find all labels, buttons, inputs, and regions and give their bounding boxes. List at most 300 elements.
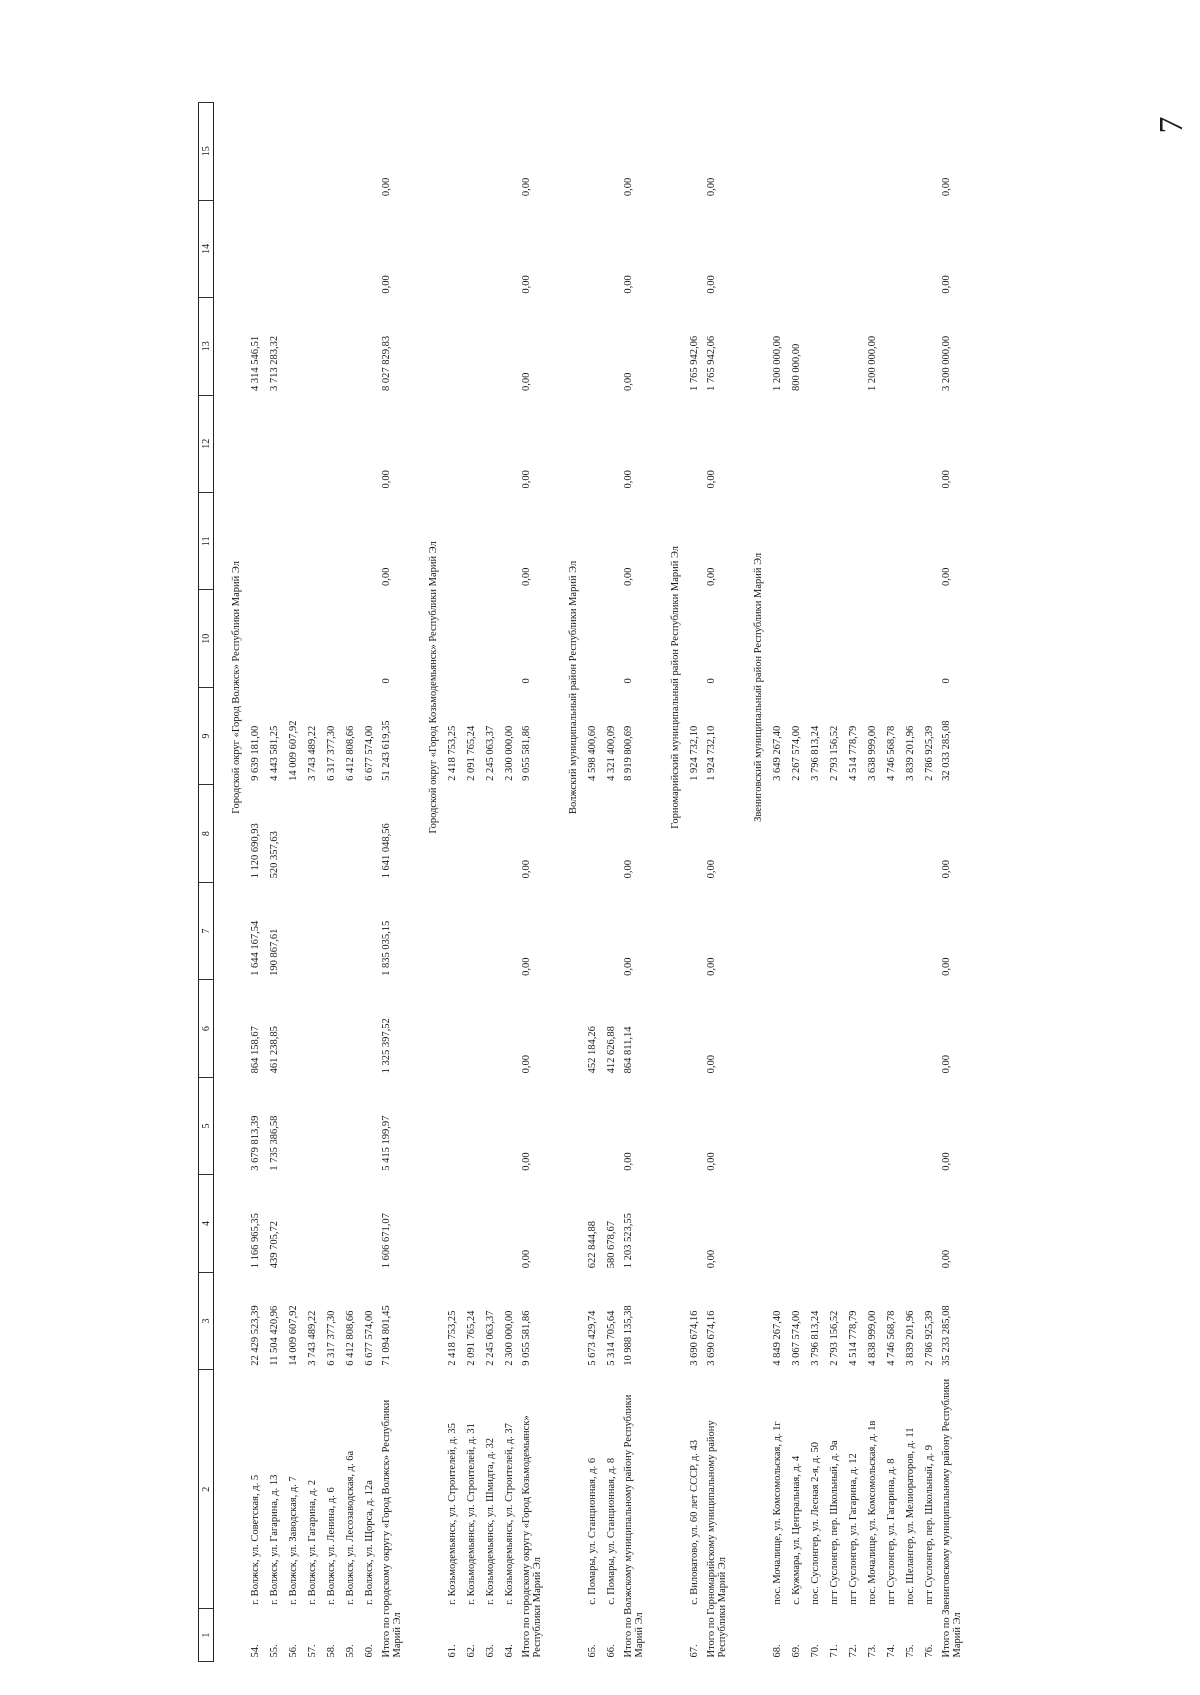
column-header-7: 7	[199, 882, 214, 979]
cell-c12	[920, 395, 939, 492]
cell-c4	[787, 1175, 806, 1272]
spacer-row	[214, 103, 227, 1662]
cell-c5	[341, 1077, 360, 1174]
cell-c15	[602, 103, 621, 201]
cell-c15	[246, 103, 265, 201]
cell-c11	[768, 493, 787, 590]
cell-c6	[787, 980, 806, 1077]
cell-c9: 3 796 813,24	[810, 725, 821, 781]
cell-c14	[787, 200, 806, 297]
total-c15: 0,00	[521, 177, 532, 197]
total-c6: 0,00	[521, 1054, 532, 1074]
cell-c4	[360, 1175, 379, 1272]
cell-c13	[341, 298, 360, 395]
cell-c4	[768, 1175, 787, 1272]
cell-c15	[583, 103, 602, 201]
cell-c14	[341, 200, 360, 297]
cell-c3: 5 673 429,74	[587, 1310, 598, 1366]
cell-c9: 4 443 581,25	[269, 725, 280, 781]
row-address: пгт Суслонгер, ул. Гагарина, д. 12	[848, 1453, 859, 1605]
table-row	[462, 103, 481, 1662]
cell-c7	[462, 882, 481, 979]
cell-c5	[322, 1077, 341, 1174]
cell-c10	[920, 590, 939, 687]
cell-c8	[284, 785, 303, 882]
cell-c6	[863, 980, 882, 1077]
cell-c7	[303, 882, 322, 979]
cell-c13	[284, 298, 303, 395]
cell-c12	[500, 395, 519, 492]
row-number: 63.	[485, 1644, 496, 1658]
cell-c13	[303, 298, 322, 395]
cell-c15	[481, 103, 500, 201]
cell-c3: 2 786 925,39	[924, 1310, 935, 1366]
section-title-row	[423, 103, 443, 1662]
cell-c15	[806, 103, 825, 201]
row-number: 73.	[867, 1644, 878, 1658]
table-row	[768, 103, 787, 1662]
table-row	[787, 103, 806, 1662]
cell-c13: 4 314 546,51	[250, 335, 261, 392]
cell-c4	[443, 1175, 462, 1272]
total-c4: 0,00	[521, 1249, 532, 1269]
cell-c15	[685, 103, 704, 201]
total-c12: 0,00	[706, 470, 717, 489]
cell-c9: 4 514 778,79	[848, 725, 859, 781]
cell-c9: 2 418 753,25	[447, 725, 458, 781]
cell-c9: 4 598 400,60	[587, 725, 598, 781]
cell-c3: 6 677 574,00	[364, 1310, 375, 1366]
row-number: 58.	[326, 1644, 337, 1658]
cell-c5	[500, 1077, 519, 1174]
cell-c7	[844, 882, 863, 979]
total-c4: 1 203 523,55	[623, 1213, 634, 1269]
cell-c9: 3 743 489,22	[307, 725, 318, 781]
row-address: г. Волжск, ул. Советская, д. 5	[250, 1474, 261, 1605]
cell-c10	[246, 590, 265, 687]
cell-c10	[462, 590, 481, 687]
table-row	[303, 103, 322, 1662]
cell-c9: 4 321 400,09	[606, 725, 617, 781]
cell-c7	[500, 882, 519, 979]
cell-c14	[583, 200, 602, 297]
row-address: г. Волжск, ул. Заводская, д. 7	[288, 1476, 299, 1605]
cell-c14	[284, 200, 303, 297]
table-row	[265, 103, 284, 1662]
row-number: 55.	[269, 1644, 280, 1658]
cell-c9: 9 639 181,00	[250, 725, 261, 781]
total-c9: 32 033 285,08	[941, 720, 952, 781]
column-header-6: 6	[199, 980, 214, 1077]
cell-c3: 2 300 000,00	[504, 1310, 515, 1366]
cell-c9: 2 793 156,52	[829, 725, 840, 781]
cell-c6	[844, 980, 863, 1077]
cell-c14	[685, 200, 704, 297]
cell-c14	[322, 200, 341, 297]
table-row	[360, 103, 379, 1662]
cell-c12	[583, 395, 602, 492]
section-title: Городской округ «Город Козьмодемьянск» Республики Марий Эл	[427, 541, 439, 834]
cell-c14	[825, 200, 844, 297]
row-number: 72.	[848, 1644, 859, 1658]
cell-c5	[806, 1077, 825, 1174]
cell-c11	[481, 493, 500, 590]
cell-c4: 580 678,67	[606, 1221, 617, 1269]
table-body	[214, 103, 972, 1662]
spacer-cell	[653, 103, 665, 1662]
table-row	[246, 103, 265, 1662]
total-c11: 0,00	[941, 567, 952, 586]
cell-c8	[602, 785, 621, 882]
cell-c8	[322, 785, 341, 882]
cell-c7	[901, 882, 920, 979]
total-c11: 0,00	[381, 567, 392, 586]
cell-c9: 2 786 925,39	[924, 725, 935, 781]
cell-c4	[685, 1175, 704, 1272]
cell-c10	[583, 590, 602, 687]
total-c5: 0,00	[706, 1152, 717, 1171]
cell-c3: 3 690 674,16	[689, 1310, 700, 1366]
cell-c10	[303, 590, 322, 687]
cell-c11	[825, 493, 844, 590]
cell-c5	[882, 1077, 901, 1174]
cell-c10	[863, 590, 882, 687]
cell-c14	[863, 200, 882, 297]
cell-c10	[787, 590, 806, 687]
cell-c7	[863, 882, 882, 979]
cell-c6: 412 626,88	[606, 1026, 617, 1074]
table-row	[602, 103, 621, 1662]
cell-c5	[863, 1077, 882, 1174]
cell-c8	[481, 785, 500, 882]
cell-c4: 439 705,72	[269, 1221, 280, 1269]
cell-c3: 4 514 778,79	[848, 1310, 859, 1366]
cell-c15	[901, 103, 920, 201]
cell-c15	[500, 103, 519, 201]
total-c9: 8 919 800,69	[623, 725, 634, 781]
cell-c13	[901, 298, 920, 395]
total-row	[621, 103, 653, 1662]
cell-c10	[265, 590, 284, 687]
cell-c10	[806, 590, 825, 687]
section-blank-cell	[563, 1272, 583, 1661]
cell-c14	[844, 200, 863, 297]
cell-c3: 4 838 999,00	[867, 1310, 878, 1366]
total-label: Итого по городскому округу «Город Козьмодемьянск» Республики Марий Эл	[521, 1415, 543, 1658]
cell-c6	[500, 980, 519, 1077]
cell-c8	[882, 785, 901, 882]
table-row	[901, 103, 920, 1662]
row-address: пгт Суслонгер, ул. Гагарина, д. 8	[886, 1458, 897, 1605]
cell-c11	[863, 493, 882, 590]
row-address: с. Кужмара, ул. Центральная, д. 4	[791, 1455, 802, 1605]
cell-c5	[825, 1077, 844, 1174]
cell-c15	[920, 103, 939, 201]
cell-c4	[284, 1175, 303, 1272]
total-row	[519, 103, 551, 1662]
cell-c7	[882, 882, 901, 979]
cell-c11	[341, 493, 360, 590]
row-number: 67.	[689, 1644, 700, 1658]
cell-c5	[583, 1077, 602, 1174]
cell-c9: 6 412 808,66	[345, 725, 356, 781]
cell-c15	[882, 103, 901, 201]
cell-c5	[284, 1077, 303, 1174]
table-row	[863, 103, 882, 1662]
column-header-10: 10	[199, 590, 214, 687]
cell-c6	[360, 980, 379, 1077]
cell-c15	[768, 103, 787, 201]
cell-c13: 1 200 000,00	[867, 335, 878, 392]
cell-c11	[920, 493, 939, 590]
cell-c8	[806, 785, 825, 882]
total-c10: 0	[381, 678, 392, 684]
cell-c15	[265, 103, 284, 201]
row-address: пос. Шелангер, ул. Мелиораторов, д. 11	[905, 1427, 916, 1605]
cell-c15	[303, 103, 322, 201]
cell-c5	[462, 1077, 481, 1174]
cell-c14	[500, 200, 519, 297]
cell-c7	[481, 882, 500, 979]
row-address: г. Козьмодемьянск, ул. Строителей, д. 31	[466, 1423, 477, 1605]
table-row	[284, 103, 303, 1662]
spacer-cell	[214, 103, 227, 1662]
cell-c3: 11 504 420,96	[269, 1305, 280, 1366]
cell-c13	[882, 298, 901, 395]
total-c7: 1 835 035,15	[381, 920, 392, 976]
total-c12: 0,00	[623, 470, 634, 489]
total-c9: 9 055 581,86	[521, 725, 532, 781]
cell-c7	[806, 882, 825, 979]
cell-c13	[602, 298, 621, 395]
total-c5: 0,00	[521, 1152, 532, 1171]
cell-c12	[360, 395, 379, 492]
total-c3: 71 094 801,45	[381, 1305, 392, 1366]
cell-c7: 190 867,61	[269, 928, 280, 976]
cell-c7	[787, 882, 806, 979]
row-number: 69.	[791, 1644, 802, 1658]
cell-c13	[806, 298, 825, 395]
cell-c9: 14 009 607,92	[288, 720, 299, 781]
cell-c5	[844, 1077, 863, 1174]
total-c15: 0,00	[706, 177, 717, 197]
cell-c9: 3 839 201,96	[905, 725, 916, 781]
cell-c13	[583, 298, 602, 395]
total-c13: 0,00	[623, 372, 634, 392]
cell-c15	[787, 103, 806, 201]
row-number: 75.	[905, 1644, 916, 1658]
section-title-row	[748, 103, 768, 1662]
cell-c5	[360, 1077, 379, 1174]
spacer-row	[653, 103, 665, 1662]
total-label: Итого по Горномарийскому муниципальному району Республики Марий Эл	[706, 1420, 728, 1658]
row-number: 61.	[447, 1644, 458, 1658]
cell-c8	[901, 785, 920, 882]
total-c10: 0	[521, 678, 532, 684]
total-row	[704, 103, 736, 1662]
total-c8: 0,00	[941, 860, 952, 879]
cell-c15	[825, 103, 844, 201]
total-c13: 1 765 942,06	[706, 335, 717, 392]
total-c3: 3 690 674,16	[706, 1310, 717, 1366]
cell-c14	[443, 200, 462, 297]
cell-c11	[685, 493, 704, 590]
cell-c6	[901, 980, 920, 1077]
section-title: Волжский муниципальный район Республики Марий Эл	[567, 560, 579, 814]
cell-c7	[602, 882, 621, 979]
spacer-row	[736, 103, 748, 1662]
cell-c3: 22 429 523,39	[250, 1305, 261, 1366]
total-c3: 35 233 285,08	[941, 1305, 952, 1366]
cell-c5	[602, 1077, 621, 1174]
cell-c5	[920, 1077, 939, 1174]
cell-c12	[246, 395, 265, 492]
cell-c10	[825, 590, 844, 687]
row-address: с. Виловатово, ул. 60 лет СССР, д. 43	[689, 1439, 700, 1605]
cell-c8	[844, 785, 863, 882]
cell-c3: 3 067 574,00	[791, 1310, 802, 1366]
cell-c9: 3 649 267,40	[772, 725, 783, 781]
cell-c10	[602, 590, 621, 687]
total-c4: 0,00	[941, 1249, 952, 1269]
row-address: г. Волжск, ул. Гагарина, д. 13	[269, 1474, 280, 1605]
total-row	[939, 103, 971, 1662]
cell-c13: 1 765 942,06	[689, 335, 700, 392]
cell-c14	[303, 200, 322, 297]
cell-c12	[825, 395, 844, 492]
cell-c15	[443, 103, 462, 201]
cell-c11	[360, 493, 379, 590]
row-number: 70.	[810, 1644, 821, 1658]
cell-c5: 3 679 813,39	[250, 1115, 261, 1171]
row-address: г. Козьмодемьянск, ул. Шмидта, д. 32	[485, 1437, 496, 1605]
cell-c13	[322, 298, 341, 395]
total-c5: 0,00	[941, 1152, 952, 1171]
cell-c14	[806, 200, 825, 297]
total-c10: 0	[706, 678, 717, 684]
cell-c11	[284, 493, 303, 590]
cell-c15	[284, 103, 303, 201]
cell-c11	[787, 493, 806, 590]
cell-c15	[341, 103, 360, 201]
row-number: 74.	[886, 1644, 897, 1658]
cell-c14	[602, 200, 621, 297]
cell-c12	[481, 395, 500, 492]
cell-c8	[341, 785, 360, 882]
total-c14: 0,00	[623, 275, 634, 294]
cell-c13	[443, 298, 462, 395]
cell-c6	[322, 980, 341, 1077]
cell-c6	[806, 980, 825, 1077]
column-header-8: 8	[199, 785, 214, 882]
row-number: 56.	[288, 1644, 299, 1658]
cell-c10	[500, 590, 519, 687]
row-address: с. Помары, ул. Станционная, д. 6	[587, 1457, 598, 1605]
cell-c12	[901, 395, 920, 492]
cell-c10	[844, 590, 863, 687]
cell-c6	[825, 980, 844, 1077]
cell-c10	[882, 590, 901, 687]
cell-c6: 864 158,67	[250, 1026, 261, 1074]
table-row	[806, 103, 825, 1662]
cell-c9: 6 677 574,00	[364, 725, 375, 781]
cell-c14	[768, 200, 787, 297]
total-c13: 8 027 829,83	[381, 335, 392, 392]
cell-c4	[303, 1175, 322, 1272]
total-c7: 0,00	[941, 957, 952, 976]
cell-c5	[901, 1077, 920, 1174]
column-header-13: 13	[199, 298, 214, 395]
cell-c10	[322, 590, 341, 687]
cell-c4	[500, 1175, 519, 1272]
total-c4: 0,00	[706, 1249, 717, 1269]
table-row	[583, 103, 602, 1662]
total-c11: 0,00	[521, 567, 532, 586]
column-numbers-header	[199, 103, 214, 1662]
cell-c8	[500, 785, 519, 882]
cell-c12	[602, 395, 621, 492]
cell-c12	[303, 395, 322, 492]
cell-c4	[322, 1175, 341, 1272]
total-c14: 0,00	[941, 275, 952, 294]
cell-c4	[901, 1175, 920, 1272]
total-c7: 0,00	[623, 957, 634, 976]
cell-c3: 6 412 808,66	[345, 1310, 356, 1366]
cell-c12	[322, 395, 341, 492]
total-label: Итого по Звениговскому муниципальному району Республики Марий Эл	[941, 1378, 963, 1658]
column-header-3: 3	[199, 1272, 214, 1369]
cell-c6	[768, 980, 787, 1077]
cell-c9: 2 300 000,00	[504, 725, 515, 781]
cell-c11	[462, 493, 481, 590]
cell-c9: 2 245 063,37	[485, 725, 496, 781]
section-title-row	[563, 103, 583, 1662]
cell-c11	[882, 493, 901, 590]
total-c5: 0,00	[623, 1152, 634, 1171]
total-c4: 1 606 671,07	[381, 1213, 392, 1269]
total-c12: 0,00	[521, 470, 532, 489]
cell-c11	[246, 493, 265, 590]
table-row	[322, 103, 341, 1662]
cell-c4	[481, 1175, 500, 1272]
total-c9: 1 924 732,10	[706, 725, 717, 781]
cell-c6	[882, 980, 901, 1077]
total-c8: 0,00	[521, 860, 532, 879]
rotated-table-sheet	[198, 102, 1198, 1662]
spacer-row	[551, 103, 563, 1662]
cell-c8	[863, 785, 882, 882]
cell-c9: 2 267 574,00	[791, 725, 802, 781]
cell-c5	[481, 1077, 500, 1174]
cell-c13	[844, 298, 863, 395]
total-c6: 0,00	[941, 1054, 952, 1074]
cell-c14	[481, 200, 500, 297]
capital-repair-table	[198, 102, 971, 1662]
section-title: Горномарийский муниципальный район Республики Марий Эл	[669, 545, 681, 829]
table-row	[500, 103, 519, 1662]
cell-c3: 3 796 813,24	[810, 1310, 821, 1366]
cell-c14	[882, 200, 901, 297]
cell-c7	[583, 882, 602, 979]
total-c7: 0,00	[706, 957, 717, 976]
cell-c7	[284, 882, 303, 979]
cell-c4: 622 844,88	[587, 1221, 598, 1269]
cell-c12	[284, 395, 303, 492]
cell-c6	[685, 980, 704, 1077]
total-c7: 0,00	[521, 957, 532, 976]
row-number: 62.	[466, 1644, 477, 1658]
cell-c5	[685, 1077, 704, 1174]
